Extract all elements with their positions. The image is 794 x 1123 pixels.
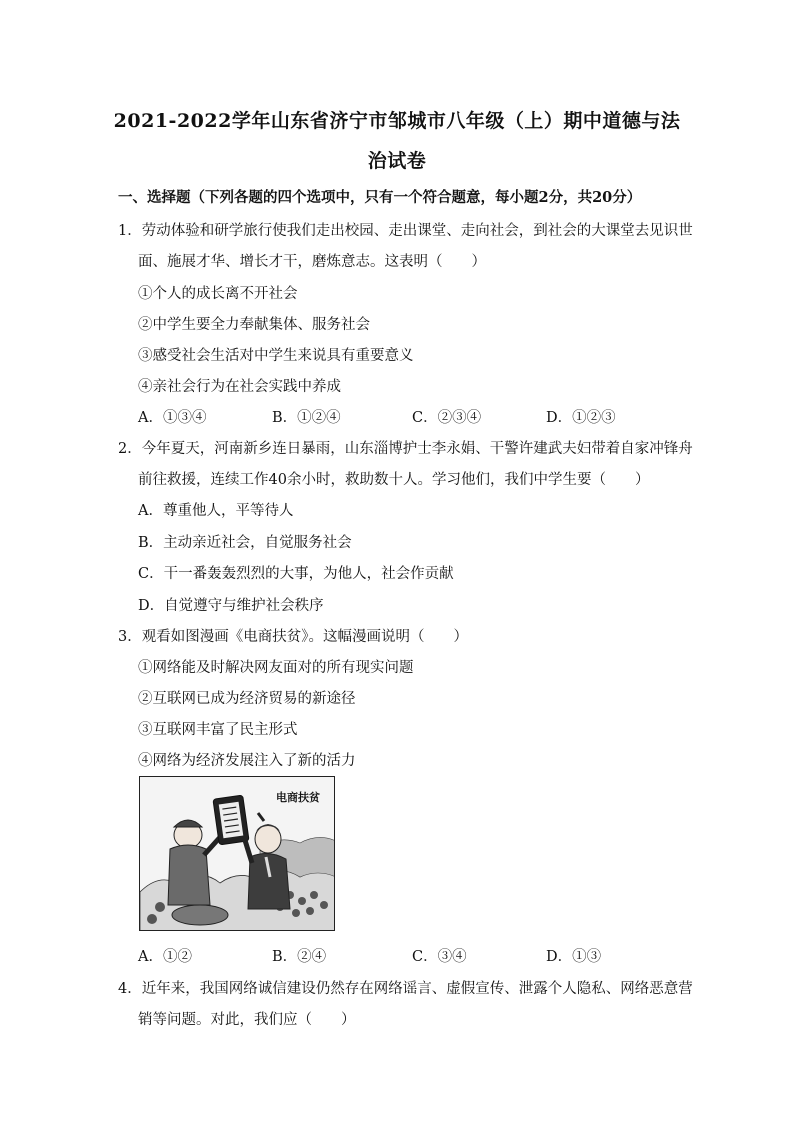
q1-option-a[interactable]: A．①③④: [138, 410, 207, 426]
q1-option-d[interactable]: D．①②③: [546, 410, 616, 426]
q3-option-b[interactable]: B．②④: [272, 949, 327, 965]
q3-option-c[interactable]: C．③④: [412, 949, 467, 965]
q2-option-a[interactable]: A．尊重他人，平等待人: [138, 503, 294, 519]
q3-item-3: ③互联网丰富了民主形式: [138, 722, 298, 738]
section-heading: 一、选择题（下列各题的四个选项中，只有一个符合题意，每小题2分，共20分）: [118, 189, 642, 206]
q3-item-2: ②互联网已成为经济贸易的新途径: [138, 691, 356, 707]
exam-title-line-2: 治试卷: [367, 150, 427, 172]
cartoon-title: 电商扶贫: [276, 791, 320, 804]
q1-option-c[interactable]: C．②③④: [412, 410, 482, 426]
q1-stem-line-1: 1．劳动体验和研学旅行使我们走出校园、走出课堂、走向社会，到社会的大课堂去见识世: [118, 223, 693, 239]
q3-item-4: ④网络为经济发展注入了新的活力: [138, 753, 356, 769]
q1-item-1: ①个人的成长离不开社会: [138, 286, 298, 302]
q1-item-3: ③感受社会生活对中学生来说具有重要意义: [138, 348, 414, 364]
q2-option-b[interactable]: B．主动亲近社会，自觉服务社会: [138, 535, 352, 551]
q1-item-4: ④亲社会行为在社会实践中养成: [138, 379, 341, 395]
cartoon-image: [139, 776, 335, 931]
q2-stem-line-2: 前往救援，连续工作40余小时，救助数十人。学习他们，我们中学生要（ ）: [138, 472, 650, 488]
q2-stem-line-1: 2．今年夏天，河南新乡连日暴雨，山东淄博护士李永娟、干警许建武夫妇带着自家冲锋舟: [118, 441, 693, 457]
q4-stem-line-1: 4．近年来，我国网络诚信建设仍然存在网络谣言、虚假宣传、泄露个人隐私、网络恶意营: [118, 981, 693, 997]
q3-option-d[interactable]: D．①③: [546, 949, 602, 965]
q2-option-c[interactable]: C．干一番轰轰烈烈的大事，为他人，社会作贡献: [138, 566, 454, 582]
q4-stem-line-2: 销等问题。对此，我们应（ ）: [138, 1012, 356, 1028]
q3-option-a[interactable]: A．①②: [138, 949, 192, 965]
q1-stem-line-2: 面、施展才华、增长才干，磨炼意志。这表明（ ）: [138, 254, 486, 270]
q3-item-1: ①网络能及时解决网友面对的所有现实问题: [138, 660, 414, 676]
q1-option-b[interactable]: B．①②④: [272, 410, 341, 426]
exam-title-line-1: 2021-2022学年山东省济宁市邹城市八年级（上）期中道德与法: [113, 110, 681, 132]
q3-stem: 3．观看如图漫画《电商扶贫》。这幅漫画说明（ ）: [118, 629, 468, 645]
q2-option-d[interactable]: D．自觉遵守与维护社会秩序: [138, 598, 324, 614]
q1-item-2: ②中学生要全力奉献集体、服务社会: [138, 317, 370, 333]
